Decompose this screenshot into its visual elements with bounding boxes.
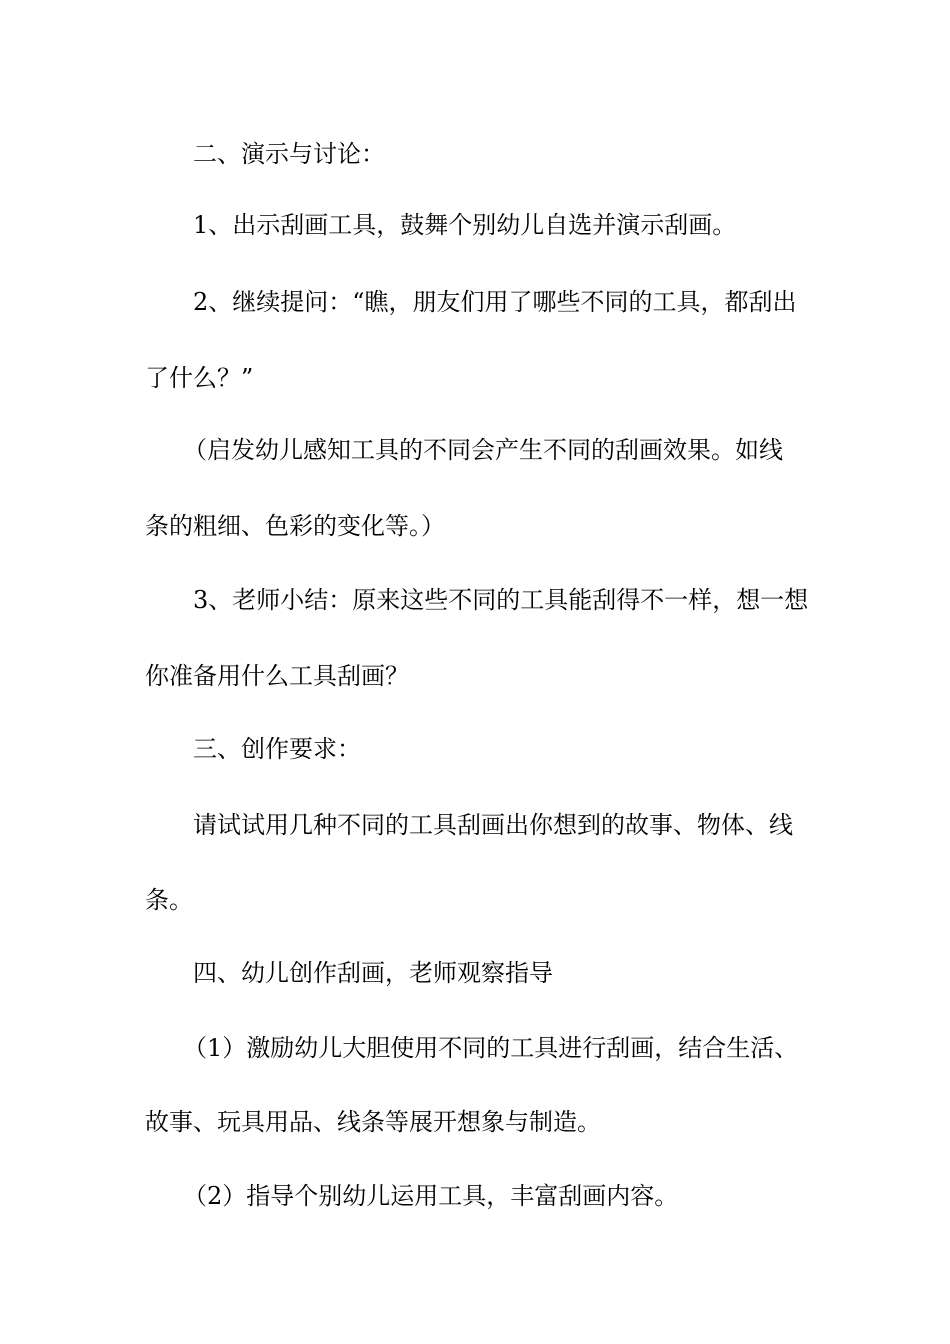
section-heading-demo-discussion: 二、演示与讨论：	[193, 140, 385, 168]
paragraph-line: 了什么？”	[145, 364, 254, 392]
paragraph-line: （1）激励幼儿大胆使用不同的工具进行刮画，结合生活、	[183, 1034, 799, 1062]
paragraph-line: 3、老师小结：原来这些不同的工具能刮得不一样，想一想	[193, 586, 809, 614]
paragraph-line: （启发幼儿感知工具的不同会产生不同的刮画效果。如线	[183, 436, 783, 464]
paragraph-line: 请试试用几种不同的工具刮画出你想到的故事、物体、线	[193, 811, 793, 839]
paragraph-line: 故事、玩具用品、线条等展开想象与制造。	[145, 1108, 601, 1136]
paragraph-line: 你准备用什么工具刮画？	[145, 662, 409, 690]
paragraph-line: 条的粗细、色彩的变化等。）	[145, 512, 445, 540]
paragraph-line: 2、继续提问：“瞧，朋友们用了哪些不同的工具，都刮出	[193, 288, 797, 316]
paragraph-line: 1、出示刮画工具，鼓舞个别幼儿自选并演示刮画。	[193, 211, 737, 239]
section-heading-creation-requirements: 三、创作要求：	[193, 735, 361, 763]
section-heading-children-create: 四、幼儿创作刮画，老师观察指导	[193, 959, 553, 987]
paragraph-line: 条。	[145, 886, 193, 914]
paragraph-line: （2）指导个别幼儿运用工具，丰富刮画内容。	[183, 1182, 679, 1210]
